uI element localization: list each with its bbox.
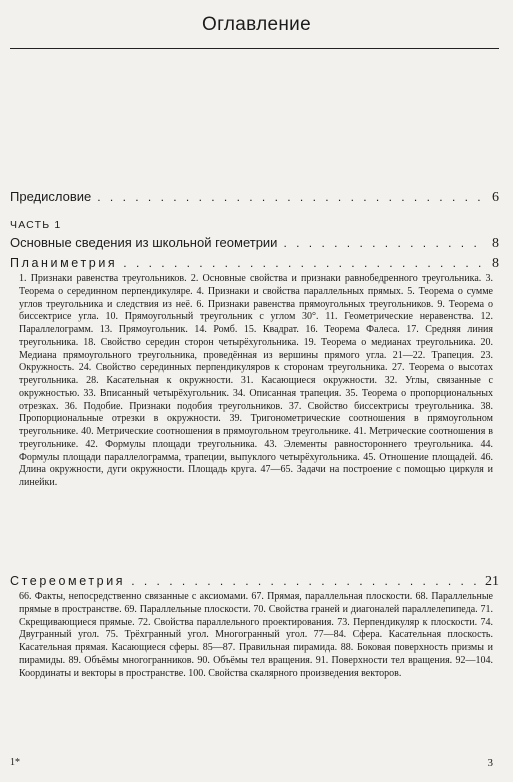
stereometry-contents: 66. Факты, непосредственно связанные с аксиомами. 67. Прямая, параллельная плоскости. 68. Параллельные прямые в пространстве. 69. Параллельные плоскости. 70. Свойства граней и диагоналей параллелепипеда. 71. Скрещивающиеся прямые. 72. Свойства параллельного проектирования. 73. Перпендикуляр к плоскости. 74. Двугранный угол. 75. Трёхгранный угол. Многогранный угол. 77—84. Сфера. Касательная плоскость. Касательная прямая. Касающиеся сферы. 85—87. Правильная пирамида. 88. Боковая поверхность призмы и пирамиды. 89. Объёмы многогранников. 90. Объёмы тел вращения. 91. Поверхности тел вращения. 92—104. Координаты и векторы в пространстве. 100. Свойства скалярного произведения векторов. xyxy=(19,591,493,679)
dot-leader xyxy=(97,190,483,204)
part-label: ЧАСТЬ 1 xyxy=(10,219,62,231)
dot-leader xyxy=(123,256,483,270)
toc-page-number: 8 xyxy=(492,256,499,271)
title-divider xyxy=(10,48,499,49)
page-title: Оглавление xyxy=(202,14,311,35)
page-number: 3 xyxy=(487,757,493,769)
planimetry-contents: 1. Признаки равенства треугольников. 2. Основные свойства и признаки равнобедренного треугольника. 3. Теорема о серединном перпендикуляре. 4. Признаки и свойства параллельных прямых. 5. Теорема о сумме углов треугольника и следствия из неё. 6. Признаки равенства прямоугольных треугольников. 9. Теорема о биссектрисе угла. 10. Прямоугольный треугольник с углом 30°. 11. Геометрические неравенства. 12. Параллелограмм. 13. Прямоугольник. 14. Ромб. 15. Квадрат. 16. Теорема Фалеса. 17. Средняя линия треугольника. 18. Свойство середин сторон четырёхугольника. 19. Теорема о медианах треугольника. 20. Медиана прямоугольного треугольника, проведённая из вершины прямого угла. 21—22. Трапеция. 23. Окружность. 24. Свойство серединных перпендикуляров к сторонам треугольника. 27. Теорема о высотах треугольника. 28. Касательная к окружности. 31. Касающиеся окружности. 32. Углы, связанные с окружностью. 33. Вписанный четырёхугольник. 34. Описанная трапеция. 35. Теорема о пропорциональных отрезках. 36. Подобие. Признаки подобия треугольников. 37. Свойство биссектрисы треугольника. 38. Пропорциональные отрезки в окружности. 39. Тригонометрические соотношения в прямоугольном треугольнике. 40. Метрические соотношения в прямоугольном треугольнике. 41. Метрические соотношения в треугольнике. 42. Формулы площади треугольника. 43. Элементы равностороннего треугольника. 44. Формулы площади параллелограмма, трапеции, выпуклого четырёхугольника. 45. Отношение площадей. 46. Длина окружности, дуги окружности. Площадь круга. 47—65. Задачи на построение с помощью циркуля и линейки. xyxy=(19,273,493,488)
dot-leader xyxy=(131,574,479,588)
toc-entry-planimetry[interactable] xyxy=(10,256,499,272)
dot-leader xyxy=(283,236,483,250)
toc-page-number: 6 xyxy=(492,190,499,205)
toc-entry-stereometry[interactable] xyxy=(10,574,499,590)
toc-entry-label: Стереометрия xyxy=(10,574,126,588)
toc-page-number: 21 xyxy=(485,574,499,589)
toc-entry-part-1[interactable] xyxy=(10,235,499,252)
toc-entry-label: Предисловие xyxy=(10,189,92,204)
toc-entry-label: Планиметрия xyxy=(10,256,118,270)
toc-page-number: 8 xyxy=(492,236,499,251)
signature-mark: 1* xyxy=(10,757,20,768)
toc-entry-label: Основные сведения из школьной геометрии xyxy=(10,235,278,250)
toc-entry-preface[interactable] xyxy=(10,189,499,206)
